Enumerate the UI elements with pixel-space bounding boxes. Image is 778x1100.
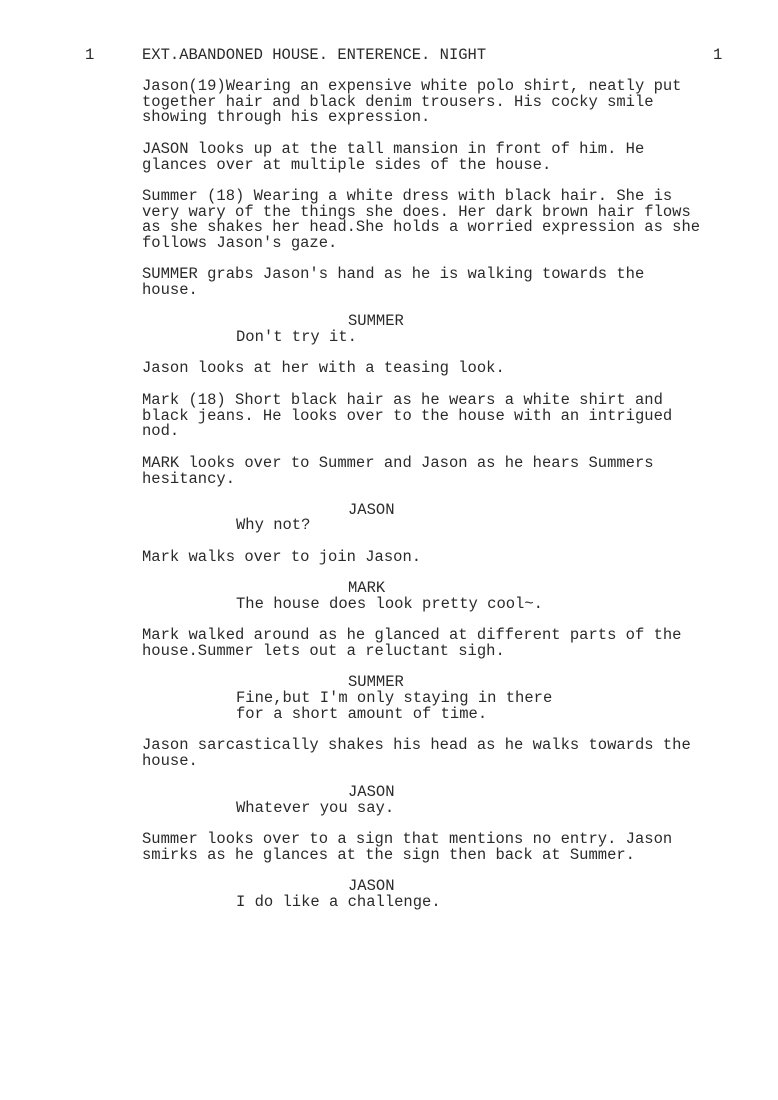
character-name: SUMMER xyxy=(348,673,404,691)
dialogue-line: I do like a challenge. xyxy=(236,893,441,911)
dialogue-line: Why not? xyxy=(236,516,311,534)
dialogue-line: The house does look pretty cool~. xyxy=(236,595,543,613)
character-name: JASON xyxy=(348,501,395,519)
character-name: JASON xyxy=(348,783,395,801)
dialogue-line: Whatever you say. xyxy=(236,799,395,817)
action-line: Mark (18) Short black hair as he wears a white shirt and black jeans. He looks over to the house with an intrigued nod. xyxy=(142,391,673,441)
action-line: Jason looks at her with a teasing look. xyxy=(142,359,505,377)
action-line: Mark walked around as he glanced at different parts of the house.Summer lets out a reluctant sigh. xyxy=(142,626,682,660)
action-line: SUMMER grabs Jason's hand as he is walking towards the house. xyxy=(142,265,645,299)
action-line: Mark walks over to join Jason. xyxy=(142,548,422,566)
scene-heading: EXT.ABANDONED HOUSE. ENTERENCE. NIGHT xyxy=(142,46,487,64)
scene-number-left: 1 xyxy=(85,46,95,64)
scene-number-right: 1 xyxy=(713,46,723,64)
action-line: JASON looks up at the tall mansion in front of him. He glances over at multiple sides of the house. xyxy=(142,140,645,174)
action-line: Summer (18) Wearing a white dress with black hair. She is very wary of the things she does. Her dark brown hair flows as she shakes her head.She holds a worried expression as she follows Jason's gaze. xyxy=(142,187,701,253)
action-line: MARK looks over to Summer and Jason as he hears Summers hesitancy. xyxy=(142,454,654,488)
character-name: SUMMER xyxy=(348,312,404,330)
action-line: Jason sarcastically shakes his head as he walks towards the house. xyxy=(142,736,691,770)
character-name: JASON xyxy=(348,877,395,895)
action-line: Summer looks over to a sign that mentions no entry. Jason smirks as he glances at the sign then back at Summer. xyxy=(142,830,673,864)
dialogue-line: Don't try it. xyxy=(236,328,357,346)
dialogue-line: Fine,but I'm only staying in there for a short amount of time. xyxy=(236,689,553,723)
character-name: MARK xyxy=(348,579,386,597)
action-line: Jason(19)Wearing an expensive white polo shirt, neatly put together hair and black denim trousers. His cocky smile showing through his expression. xyxy=(142,77,682,127)
